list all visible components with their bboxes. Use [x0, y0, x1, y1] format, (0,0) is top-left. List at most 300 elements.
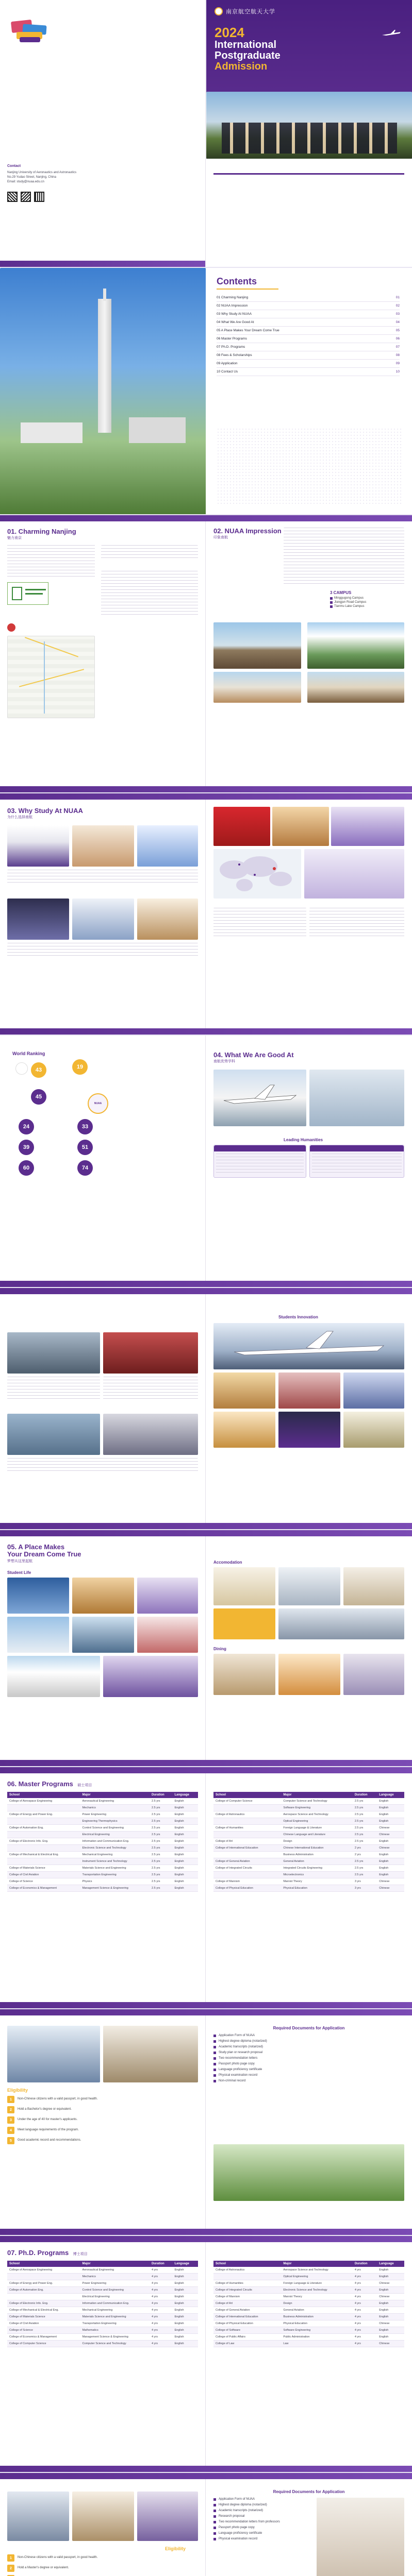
table-cell: 4 yrs [353, 2267, 377, 2274]
footer-ribbon [0, 1760, 412, 1766]
eligibility-list [7, 2096, 198, 2147]
table-cell: English [173, 2307, 199, 2314]
number-badge: 2 [7, 2106, 14, 2113]
number-badge: 1 [7, 2554, 14, 2562]
table-cell: Chinese [377, 1885, 404, 1892]
body-text [7, 1377, 100, 1399]
ranking-center: NUAA [88, 1093, 108, 1114]
lab-photo [7, 2492, 69, 2541]
table-cell: 4 yrs [353, 2307, 377, 2314]
table-cell: Aeronautical Engineering [80, 1798, 150, 1805]
team-photo [278, 1412, 340, 1448]
table-cell: English [377, 2300, 404, 2307]
header-ribbon [0, 1767, 412, 1773]
table-cell: Design [281, 2300, 352, 2307]
eligibility-text: Hold a Bachelor's degree or equivalent. [18, 2108, 72, 2111]
cover-right-page [206, 0, 412, 267]
table-cell: 2.5 yrs [353, 1825, 377, 1832]
engine-photo [7, 1332, 100, 1374]
table-cell: English [377, 2274, 404, 2280]
table-cell: English [173, 1858, 199, 1865]
table-row [7, 1818, 198, 1825]
table-cell: 2.5 yrs [150, 1818, 172, 1825]
innovation-title: Students Innovation [278, 1315, 318, 1319]
dorm-photo [213, 1567, 275, 1605]
bullet-icon [213, 2040, 216, 2043]
table-cell: 4 yrs [150, 2327, 172, 2334]
spread-ranking [0, 1036, 412, 1288]
table-cell: 4 yrs [353, 2287, 377, 2294]
campus-list [330, 590, 366, 608]
table-cell: 2.5 yrs [150, 1865, 172, 1872]
table-cell [213, 2274, 281, 2280]
eligibility-title: Eligibility [7, 2088, 28, 2093]
table-row [213, 1805, 404, 1811]
table-cell: English [377, 1852, 404, 1858]
table-cell: English [173, 1865, 199, 1872]
table-cell: College of Economics & Management [7, 1885, 80, 1892]
document-item [213, 2520, 311, 2523]
column-header: Major [80, 1792, 150, 1798]
table-row [7, 1858, 198, 1865]
table-cell: 2.5 yrs [353, 1858, 377, 1865]
table-cell: Management Science & Engineering [80, 2334, 150, 2341]
table-cell: English [173, 1845, 199, 1852]
bullet-icon [213, 2527, 216, 2529]
table-cell: 2.5 yrs [353, 1811, 377, 1818]
document-item [213, 2074, 404, 2077]
event-photo [72, 899, 134, 940]
phd-table-left [7, 2261, 198, 2347]
life-photo [103, 1656, 198, 1697]
document-text: Application Form of NUAA [219, 2034, 255, 2037]
table-row [7, 1825, 198, 1832]
toc-item[interactable] [217, 327, 400, 335]
table-cell: 2.5 yrs [353, 1798, 377, 1805]
section-heading [7, 2248, 88, 2258]
spread-master-eligibility [0, 2009, 412, 2236]
nanjing-map[interactable] [7, 636, 95, 718]
table-cell: Integrated Circuits Engineering [281, 1865, 352, 1872]
table-cell: Foreign Language & Literature [281, 2280, 352, 2287]
contents-panel [213, 173, 404, 260]
section-title: Your Dream Come True [7, 1550, 81, 1558]
rank-circle: 24 [19, 1119, 34, 1134]
dining-photo [278, 1654, 340, 1695]
table-cell: College of Astronautics [213, 2267, 281, 2274]
table-cell: English [173, 1818, 199, 1825]
table-cell: Optical Engineering [281, 2274, 352, 2280]
table-row [213, 1865, 404, 1872]
table-cell: English [173, 1798, 199, 1805]
footer-ribbon [0, 2229, 412, 2235]
table-cell: Aerospace Science and Technology [281, 2267, 352, 2274]
table-row [213, 2307, 404, 2314]
toc-item[interactable] [217, 360, 400, 368]
document-item [213, 2526, 311, 2529]
table-cell: Foreign Language & Literature [281, 1825, 352, 1832]
table-cell: Chinese [377, 2320, 404, 2327]
table-cell: English [173, 2267, 199, 2274]
qr-codes [7, 192, 44, 202]
document-text: Language proficiency certificate [219, 2532, 262, 2535]
table-cell: English [377, 1811, 404, 1818]
campus-count: 3 CAMPUS [330, 590, 352, 595]
campus-item [330, 605, 366, 608]
table-row [213, 2314, 404, 2320]
table-row [213, 1825, 404, 1832]
table-cell: College of Art [213, 2300, 281, 2307]
document-text: Highest degree diploma (notarized) [219, 2040, 267, 2043]
table-cell: Chinese International Education [281, 1845, 352, 1852]
table-cell: 4 yrs [353, 2274, 377, 2280]
table-cell: College of Automation Eng. [7, 2287, 80, 2294]
table-cell: 4 yrs [150, 2341, 172, 2347]
table-cell: Chinese [377, 1878, 404, 1885]
university-logo [215, 7, 275, 15]
dining-photo [213, 1654, 275, 1695]
toc-page: 06 [395, 337, 400, 341]
header-ribbon [0, 793, 412, 800]
nanjing-page [0, 521, 206, 792]
qr-code[interactable] [21, 192, 31, 202]
spread-contents [0, 268, 412, 515]
qr-code[interactable] [34, 192, 44, 202]
table-cell: English [173, 2287, 199, 2294]
table-cell: 4 yrs [353, 2280, 377, 2287]
table-cell: English [377, 1872, 404, 1878]
phd-table-right [213, 2261, 404, 2347]
table-cell: English [377, 2287, 404, 2294]
toc-item[interactable] [217, 310, 400, 318]
table-cell: College of Materials Science [7, 2314, 80, 2320]
table-cell: Computer Science and Technology [281, 1798, 352, 1805]
campus-name: Minggugong Campus [334, 597, 364, 600]
table-cell: English [377, 1858, 404, 1865]
innovation-right [206, 1294, 412, 1529]
spread-why-study [0, 793, 412, 1036]
bullet-icon [213, 2035, 216, 2037]
table-cell: Power Engineering [80, 2280, 150, 2287]
number-badge: 1 [7, 2096, 14, 2103]
table-cell: English [173, 2280, 199, 2287]
bullet-icon [213, 2057, 216, 2060]
table-cell [213, 1872, 281, 1878]
qr-code[interactable] [7, 192, 18, 202]
eligibility-title: Eligibility [165, 2546, 186, 2551]
bullet-icon [213, 2046, 216, 2048]
life-photo [7, 1617, 69, 1653]
table-cell: Marxist Theory [281, 2294, 352, 2300]
table-cell: English [173, 1805, 199, 1811]
rank-circle: 39 [19, 1140, 34, 1155]
lab-photo [137, 2492, 198, 2541]
table-cell: 4 yrs [150, 2334, 172, 2341]
table-cell: 2.5 yrs [353, 1818, 377, 1825]
dining-photo [343, 1654, 404, 1695]
table-row [7, 2274, 198, 2280]
table-row [7, 2267, 198, 2274]
rank-circle: 19 [72, 1059, 88, 1075]
table-cell: 4 yrs [150, 2294, 172, 2300]
toc-item[interactable] [217, 343, 400, 351]
table-cell [7, 2294, 80, 2300]
bullet-icon [213, 2521, 216, 2523]
table-cell: College of Electronic Info. Eng. [7, 2300, 80, 2307]
column-header: Language [377, 2261, 404, 2267]
table-row [213, 1845, 404, 1852]
section-subtitle: 印象南航 [213, 536, 228, 540]
table-cell: Physical Education [281, 1885, 352, 1892]
table-cell: Mechanical Engineering [80, 1852, 150, 1858]
table-row [7, 1872, 198, 1878]
table-cell: English [377, 2334, 404, 2341]
table-cell: Chinese [377, 2341, 404, 2347]
table-row [7, 1852, 198, 1858]
table-cell: 3 yrs [353, 1885, 377, 1892]
table-row [7, 1865, 198, 1872]
table-cell: Aeronautical Engineering [80, 2267, 150, 2274]
table-cell: 2.5 yrs [353, 1838, 377, 1845]
rank-circle: 74 [77, 1160, 93, 1176]
table-cell: College of Science [7, 2327, 80, 2334]
table-cell: College of Physical Education [213, 1885, 281, 1892]
students-photo [103, 2026, 198, 2082]
toc-item[interactable] [217, 368, 400, 376]
document-item [213, 2532, 311, 2535]
number-badge: 5 [7, 2137, 14, 2144]
spread-dream [0, 1530, 412, 1767]
table-cell: College of Aerospace Engineering [7, 2267, 80, 2274]
table-cell: 4 yrs [353, 2327, 377, 2334]
team-photo [278, 1372, 340, 1409]
table-cell: College of Art [213, 1838, 281, 1845]
docs-title: Required Documents for Application [273, 2489, 345, 2494]
table-row [213, 1832, 404, 1838]
campus-item [330, 601, 366, 604]
table-cell [213, 1805, 281, 1811]
document-text: Highest degree diploma (notarized) [219, 2503, 267, 2506]
table-cell: Microelectronics [281, 1872, 352, 1878]
table-cell: 2.5 yrs [150, 1872, 172, 1878]
table-cell: College of Electronic Info. Eng. [7, 1838, 80, 1845]
table-cell: English [377, 1838, 404, 1845]
bullet-icon [213, 2074, 216, 2077]
table-cell: College of Civil Aviation [7, 2320, 80, 2327]
why-study-left [0, 800, 206, 1035]
table-cell: English [173, 2334, 199, 2341]
table-row [7, 1885, 198, 1892]
table-cell: Chinese Language and Literature [281, 1832, 352, 1838]
table-cell: Engineering Thermophysics [80, 1818, 150, 1825]
bullet-icon [330, 605, 333, 608]
eligibility-text: Meet language requirements of the program. [18, 2128, 79, 2131]
lab-photo [7, 1414, 100, 1455]
cover-title [215, 26, 281, 72]
table-cell: 4 yrs [353, 2334, 377, 2341]
section-title: 07. Ph.D. Programs [7, 2249, 69, 2257]
table-cell: Law [281, 2341, 352, 2347]
toc-item[interactable] [217, 294, 400, 302]
table-cell: Physics [80, 1878, 150, 1885]
dream-right [206, 1536, 412, 1766]
team-photo [343, 1372, 404, 1409]
table-cell: College of General Aviation [213, 1858, 281, 1865]
table-cell: Electronic Science and Technology [80, 1845, 150, 1852]
document-text: Research proposal [219, 2515, 245, 2518]
section-heading [7, 528, 76, 540]
table-cell: Physical Education [281, 2320, 352, 2327]
table-cell: English [173, 1885, 199, 1892]
header-ribbon [0, 2473, 412, 2479]
table-row [7, 2300, 198, 2307]
cover-title-line: Postgraduate [215, 50, 281, 62]
number-badge: 3 [7, 2116, 14, 2124]
table-row [7, 2334, 198, 2341]
table-row [213, 1885, 404, 1892]
toc-label: 08 Fees & Scholarships [217, 353, 252, 357]
cover-left-page [0, 0, 206, 267]
crest-icon [215, 7, 223, 15]
table-cell: English [173, 1838, 199, 1845]
student-life-title: Student Life [7, 1570, 31, 1575]
table-row [7, 1832, 198, 1838]
body-text [103, 1377, 198, 1399]
document-item [213, 2509, 311, 2512]
cover-title-line: Admission [215, 61, 268, 73]
table-row [7, 2287, 198, 2294]
table-cell: English [173, 2341, 199, 2347]
ranking-page [0, 1036, 206, 1287]
students-photo [72, 825, 134, 867]
ceremony-photo [7, 825, 69, 867]
table-cell: Power Engineering [80, 1811, 150, 1818]
spread-master [0, 1767, 412, 2009]
section-title: 03. Why Study At NUAA [7, 807, 83, 815]
table-cell: 2.5 yrs [150, 1805, 172, 1811]
table-cell: College of Astronautics [213, 1811, 281, 1818]
document-text: Study plan or research proposal [219, 2051, 263, 2054]
column-header: Language [377, 1792, 404, 1798]
ranking-diagram [10, 1062, 196, 1186]
document-item [213, 2051, 404, 2054]
table-cell: College of Civil Aviation [7, 1872, 80, 1878]
toc-item[interactable] [217, 318, 400, 327]
toc-label: 07 Ph.D. Programs [217, 345, 245, 349]
toc-item[interactable] [217, 351, 400, 360]
body-text [213, 908, 306, 939]
table-cell: College of International Education [213, 2314, 281, 2320]
toc-label: 02 NUAA Impression [217, 304, 248, 308]
table-cell: College of Automation Eng. [7, 1825, 80, 1832]
table-row [213, 1878, 404, 1885]
section-heading [7, 1780, 92, 1789]
lab-photo [72, 2492, 134, 2541]
document-text: Passport photo page copy [219, 2062, 255, 2065]
column-header: Language [173, 2261, 199, 2267]
eligibility-item [7, 2096, 198, 2103]
table-cell: 4 yrs [150, 2320, 172, 2327]
event-photo [7, 899, 69, 940]
phd-docs-right [206, 2479, 412, 2576]
table-cell: 4 yrs [150, 2300, 172, 2307]
table-cell: College of Public Affairs [213, 2334, 281, 2341]
spread-nanjing [0, 515, 412, 793]
campus-name: Tianmu Lake Campus [334, 605, 365, 608]
table-cell: Electronic Science and Technology [281, 2287, 352, 2294]
section-title: 05. A Place Makes [7, 1543, 65, 1551]
table-cell: 2.5 yrs [150, 1878, 172, 1885]
table-cell: College of Energy and Power Eng. [7, 1811, 80, 1818]
header-ribbon [0, 2236, 412, 2242]
impression-text [284, 528, 404, 584]
document-item [213, 2057, 404, 2060]
spread-innovation [0, 1288, 412, 1530]
title-underline [217, 289, 278, 290]
table-row [7, 1845, 198, 1852]
event-logo [7, 18, 54, 45]
number-badge: 2 [7, 2565, 14, 2572]
eligibility-item [7, 2127, 198, 2134]
table-cell: English [377, 1805, 404, 1811]
table-cell [7, 1858, 80, 1865]
life-photo [7, 1656, 100, 1697]
lab-photo [137, 825, 198, 867]
table-cell: General Aviation [281, 2307, 352, 2314]
table-cell: College of Law [213, 2341, 281, 2347]
toc-item[interactable] [217, 302, 400, 310]
table-cell: English [377, 2267, 404, 2274]
table-cell: Public Administration [281, 2334, 352, 2341]
table-cell: College of Humanities [213, 2280, 281, 2287]
nuaa-impression-page [206, 521, 412, 792]
collage-photo [304, 849, 404, 899]
cover-title-line: International [215, 39, 277, 51]
leading-title: Leading Humanities [284, 1138, 323, 1142]
campus-photo [213, 622, 301, 669]
ranking-logo [15, 1062, 28, 1075]
table-cell: 4 yrs [353, 2320, 377, 2327]
table-cell: Mathematics [80, 2327, 150, 2334]
table-cell: College of Humanities [213, 1825, 281, 1832]
table-cell: English [377, 1865, 404, 1872]
info-card [213, 1145, 306, 1178]
aircraft-photo [213, 1070, 306, 1126]
eligibility-item [7, 2565, 198, 2572]
table-cell: 2.5 yrs [353, 1865, 377, 1872]
table-row [7, 2307, 198, 2314]
toc-item[interactable] [217, 335, 400, 343]
table-cell: 2 yrs [353, 1845, 377, 1852]
document-item [213, 2498, 311, 2501]
master-table-left [7, 1792, 198, 1892]
section-title: 01. Charming Nanjing [7, 528, 76, 535]
event-photo [137, 899, 198, 940]
campus-photo [213, 2144, 404, 2201]
table-cell: 4 yrs [353, 2314, 377, 2320]
table-row [213, 1798, 404, 1805]
table-cell: English [173, 1872, 199, 1878]
column-header: School [213, 2261, 281, 2267]
document-item [213, 2079, 404, 2082]
header-ribbon [0, 1530, 412, 1536]
table-cell: College of Integrated Circuits [213, 2287, 281, 2294]
toc-page: 07 [395, 345, 400, 349]
phd-left [0, 2242, 206, 2472]
table-cell: Management Science & Engineering [80, 1885, 150, 1892]
lab-photo [103, 1414, 198, 1455]
column-header: Major [281, 2261, 352, 2267]
